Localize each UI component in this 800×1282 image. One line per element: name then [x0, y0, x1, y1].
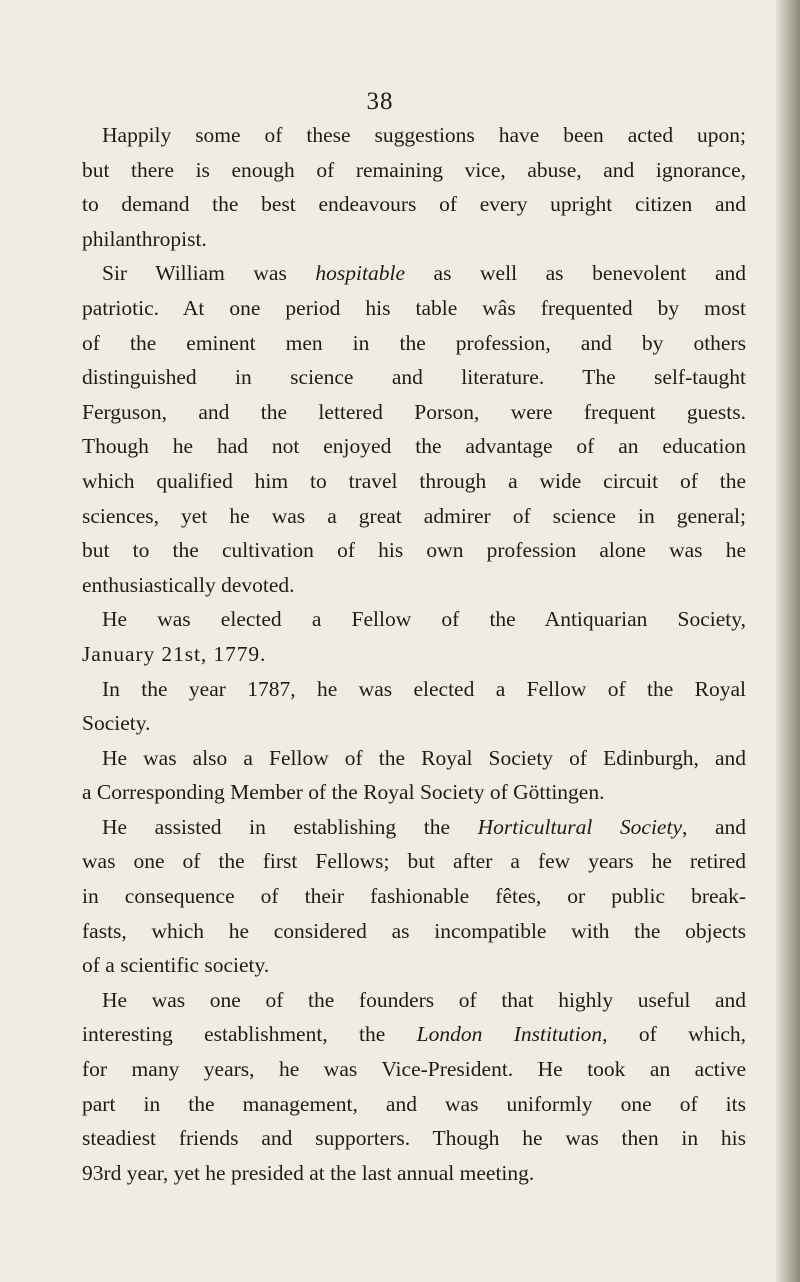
text-line — [82, 429, 746, 464]
text-line — [82, 395, 746, 430]
text-run: Society. — [82, 711, 151, 736]
text-line — [82, 914, 746, 949]
text-line — [82, 775, 746, 810]
text-run: of the eminent men in the profession, and by others — [82, 330, 746, 355]
text-run: Though he had not enjoyed the advantage of an education — [82, 434, 746, 459]
text-line — [82, 948, 746, 983]
text-run: which qualified him to travel through a wide circuit of the — [82, 468, 746, 493]
text-run: as well as benevolent and — [405, 261, 746, 286]
text-line — [82, 464, 746, 499]
text-line — [82, 602, 746, 637]
text-line — [82, 291, 746, 326]
paragraph — [82, 602, 746, 671]
paragraph — [82, 118, 746, 256]
text-run: interesting establishment, the — [82, 1022, 417, 1047]
text-run: philanthropist. — [82, 226, 207, 251]
text-run: He assisted in establishing the — [102, 814, 478, 839]
text-run: to demand the best endeavours of every upright citizen and — [82, 192, 746, 217]
page-number: 38 — [366, 88, 394, 115]
text-run: of a scientific society. — [82, 953, 270, 978]
text-run: enthusiastically devoted. — [82, 572, 295, 597]
text-run: , of which, — [602, 1022, 746, 1047]
text-line — [82, 222, 746, 257]
text-line — [82, 983, 746, 1018]
text-line — [82, 706, 746, 741]
text-line — [82, 741, 746, 776]
text-run: Happily some of these suggestions have been acted upon; — [102, 123, 746, 147]
italic-text: hospitable — [315, 261, 405, 286]
text-run: In the year 1787, he was elected a Fellow of the Royal — [102, 676, 746, 701]
text-run: in consequence of their fashionable fêtes, or public break- — [82, 884, 746, 909]
text-line — [82, 533, 746, 568]
text-line — [82, 810, 746, 845]
text-line — [82, 187, 746, 222]
text-run: , and — [681, 814, 746, 839]
text-line — [82, 637, 746, 672]
text-run: He was also a Fellow of the Royal Society of Edinburgh, and — [102, 745, 746, 770]
text-run: fasts, which he considered as incompatible with the objects — [82, 918, 746, 943]
text-line — [82, 1052, 746, 1087]
text-run: distinguished in science and literature. The self-taught — [82, 365, 746, 390]
text-line — [82, 672, 746, 707]
italic-text: Horticultural Society — [477, 814, 682, 839]
text-run: steadiest friends and supporters. Though he was then in his — [82, 1126, 746, 1151]
text-run: but to the cultivation of his own profession alone was he — [82, 538, 746, 563]
paragraph — [82, 810, 746, 983]
text-line — [82, 844, 746, 879]
text-run: Ferguson, and the lettered Porson, were frequent guests. — [82, 399, 746, 424]
text-run: patriotic. At one period his table wâs frequented by most — [82, 295, 746, 320]
body-text — [82, 118, 746, 1190]
text-run: for many years, he was Vice-President. He took an active — [82, 1057, 746, 1082]
paragraph — [82, 983, 746, 1191]
text-line — [82, 1087, 746, 1122]
text-line — [82, 499, 746, 534]
paragraph — [82, 256, 746, 602]
text-run: Sir William was — [102, 261, 316, 286]
text-line — [82, 360, 746, 395]
text-line — [82, 118, 746, 153]
text-run: a Corresponding Member of the Royal Society of Göttingen. — [82, 780, 605, 805]
text-run: was one of the first Fellows; but after a few years he retired — [82, 849, 746, 874]
italic-text: London Institution — [416, 1022, 603, 1047]
text-line — [82, 1121, 746, 1156]
text-line — [82, 153, 746, 188]
text-run: He was elected a Fellow of the Antiquarian Society, — [102, 607, 746, 632]
text-run: sciences, yet he was a great admirer of science in general; — [82, 503, 746, 528]
text-run: part in the management, and was uniformly one of its — [82, 1091, 746, 1116]
text-line — [82, 1156, 746, 1191]
text-run: but there is enough of remaining vice, abuse, and ignorance, — [82, 157, 746, 182]
text-line — [82, 326, 746, 361]
paragraph — [82, 672, 746, 741]
page-edge-shadow — [776, 0, 800, 1282]
text-line — [82, 1017, 746, 1052]
text-line — [82, 568, 746, 603]
text-line — [82, 879, 746, 914]
text-run: 93rd year, yet he presided at the last annual meeting. — [82, 1160, 535, 1185]
text-run: He was one of the founders of that highly useful and — [102, 987, 746, 1012]
text-run: January 21st, 1779. — [82, 641, 267, 666]
text-line — [82, 256, 746, 291]
paragraph — [82, 741, 746, 810]
